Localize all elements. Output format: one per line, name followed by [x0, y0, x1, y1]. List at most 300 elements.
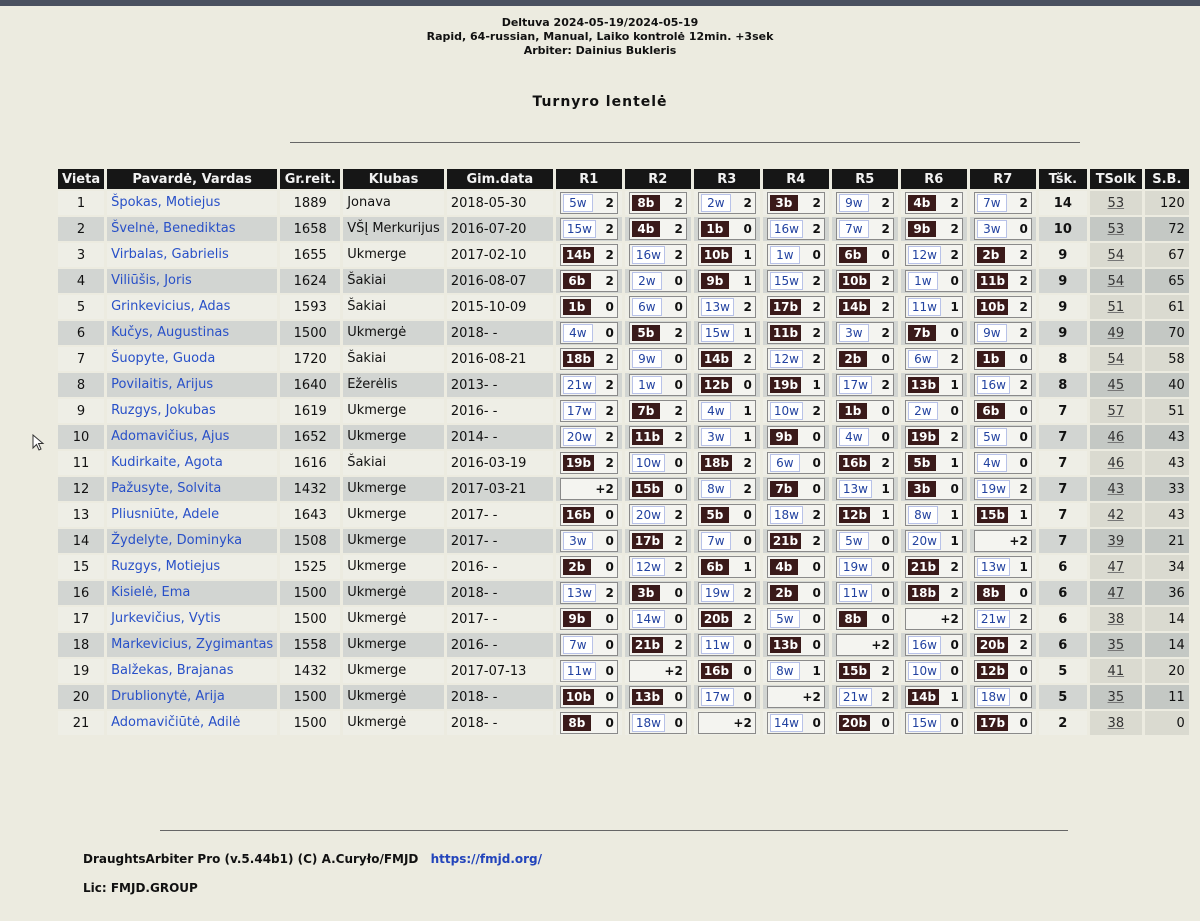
opponent-label[interactable]: 10w	[908, 662, 941, 680]
table-row	[58, 607, 1189, 631]
round-points: 0	[605, 508, 614, 522]
round-points: 1	[743, 430, 752, 444]
opponent-label[interactable]: 11b	[977, 273, 1008, 289]
opponent-label[interactable]: 3b	[770, 195, 798, 211]
opponent-label[interactable]: 1b	[701, 221, 729, 237]
player-name-link[interactable]: Jurkevičius, Vytis	[107, 607, 277, 631]
round-points: 0	[1019, 352, 1028, 366]
round-points: 0	[674, 352, 683, 366]
result-box	[836, 426, 894, 448]
opponent-label[interactable]: 9b	[770, 429, 798, 445]
club-cell: Ukmergė	[343, 321, 444, 345]
result-box	[560, 712, 618, 734]
opponent-label[interactable]: 16w	[977, 376, 1010, 394]
opponent-label[interactable]: 7w	[563, 636, 593, 654]
opponent-label[interactable]: 10b	[563, 689, 594, 705]
tsolk-cell: 51	[1090, 295, 1142, 319]
round-points: 2	[1019, 612, 1028, 626]
player-name-link[interactable]: Šuopyte, Guoda	[107, 347, 277, 371]
round-6-result	[901, 607, 967, 631]
table-row	[58, 451, 1189, 475]
opponent-label[interactable]: 17b	[977, 715, 1008, 731]
club-cell: Ukmerge	[343, 425, 444, 449]
opponent-label[interactable]: 13b	[632, 689, 663, 705]
opponent-label[interactable]: 12w	[908, 246, 941, 264]
round-points: 0	[743, 508, 752, 522]
opponent-label[interactable]: 5w	[839, 532, 869, 550]
club-cell: Ukmerge	[343, 633, 444, 657]
opponent-label[interactable]: 9w	[839, 194, 869, 212]
opponent-label[interactable]: 18b	[908, 585, 939, 601]
result-box	[767, 712, 825, 734]
round-points: 0	[674, 716, 683, 730]
result-box	[836, 686, 894, 708]
opponent-label[interactable]: 20b	[977, 637, 1008, 653]
result-box	[629, 478, 687, 500]
player-name-link[interactable]: Balžekas, Brajanas	[107, 659, 277, 683]
opponent-label[interactable]: 7w	[839, 220, 869, 238]
opponent-label[interactable]: 16w	[770, 220, 803, 238]
round-points: 0	[1019, 664, 1028, 678]
opponent-label[interactable]: 12b	[701, 377, 732, 393]
opponent-label[interactable]: 6b	[563, 273, 591, 289]
round-points: 2	[881, 300, 890, 314]
result-box	[836, 374, 894, 396]
rating-cell: 1655	[280, 243, 340, 267]
opponent-label[interactable]: 2w	[632, 272, 662, 290]
opponent-label[interactable]: 17b	[770, 299, 801, 315]
round-6-result	[901, 269, 967, 293]
opponent-label[interactable]: 1w	[632, 376, 662, 394]
opponent-label[interactable]: 3b	[632, 585, 660, 601]
round-6-result	[901, 243, 967, 267]
opponent-label[interactable]: 1b	[563, 299, 591, 315]
opponent-label[interactable]: 17w	[839, 376, 872, 394]
opponent-label[interactable]: 19b	[770, 377, 801, 393]
opponent-label[interactable]: 8b	[839, 611, 867, 627]
player-name-link[interactable]: Adomavičiūtė, Adilė	[107, 711, 277, 735]
result-box	[560, 660, 618, 682]
opponent-label[interactable]: 13w	[839, 480, 872, 498]
round-points: +2	[733, 716, 752, 730]
opponent-label[interactable]: 2b	[770, 585, 798, 601]
opponent-label[interactable]: 6b	[701, 559, 729, 575]
place-cell: 8	[58, 373, 104, 397]
player-name-link[interactable]: Adomavičius, Ajus	[107, 425, 277, 449]
opponent-label[interactable]: 15w	[701, 324, 734, 342]
result-box	[629, 400, 687, 422]
opponent-label[interactable]: 3b	[908, 481, 936, 497]
player-name-link[interactable]: Pažusyte, Solvita	[107, 477, 277, 501]
opponent-label[interactable]: 18w	[632, 714, 665, 732]
opponent-label[interactable]: 21w	[839, 688, 872, 706]
round-points: 1	[950, 534, 959, 548]
result-box	[905, 270, 963, 292]
round-4-result	[763, 633, 829, 657]
round-2-result	[625, 191, 691, 215]
round-points: 2	[743, 352, 752, 366]
tsolk-cell: 54	[1090, 243, 1142, 267]
round-points: 2	[605, 222, 614, 236]
round-7-result	[970, 503, 1036, 527]
opponent-label[interactable]: 13b	[770, 637, 801, 653]
opponent-label[interactable]: 18w	[770, 506, 803, 524]
club-cell: Ukmerge	[343, 243, 444, 267]
opponent-label[interactable]: 10b	[701, 247, 732, 263]
column-header-r6: R6	[901, 169, 967, 189]
opponent-label[interactable]: 8w	[770, 662, 800, 680]
opponent-label[interactable]: 19b	[908, 429, 939, 445]
birthdate-cell: 2018- -	[447, 685, 553, 709]
opponent-label[interactable]: 16b	[839, 455, 870, 471]
result-box	[905, 192, 963, 214]
round-3-result	[694, 295, 760, 319]
result-box	[767, 296, 825, 318]
player-name-link[interactable]: Povilaitis, Arijus	[107, 373, 277, 397]
opponent-label[interactable]: 12w	[770, 350, 803, 368]
opponent-label[interactable]: 12b	[977, 663, 1008, 679]
result-box	[629, 504, 687, 526]
round-points: 2	[812, 222, 821, 236]
opponent-label[interactable]: 9b	[563, 611, 591, 627]
opponent-label[interactable]: 12w	[632, 558, 665, 576]
opponent-label[interactable]: 19b	[563, 455, 594, 471]
column-header-sb: S.B.	[1145, 169, 1189, 189]
club-cell: Ukmerge	[343, 659, 444, 683]
opponent-label[interactable]: 20w	[632, 506, 665, 524]
player-name-link[interactable]: Kisielė, Ema	[107, 581, 277, 605]
player-name-link[interactable]: Kudirkaite, Agota	[107, 451, 277, 475]
opponent-label[interactable]: 14b	[839, 299, 870, 315]
result-box	[629, 192, 687, 214]
opponent-label[interactable]: 5b	[632, 325, 660, 341]
opponent-label[interactable]: 20w	[908, 532, 941, 550]
opponent-label[interactable]: 21b	[908, 559, 939, 575]
result-box	[560, 192, 618, 214]
round-6-result	[901, 451, 967, 475]
player-name-link[interactable]: Viliūšis, Joris	[107, 269, 277, 293]
opponent-label[interactable]: 8w	[908, 506, 938, 524]
round-2-result	[625, 685, 691, 709]
round-points: 2	[743, 456, 752, 470]
club-cell: Šakiai	[343, 295, 444, 319]
result-box	[974, 634, 1032, 656]
opponent-label[interactable]: 11b	[632, 429, 663, 445]
opponent-label[interactable]: 2w	[701, 194, 731, 212]
opponent-label[interactable]: 15b	[977, 507, 1008, 523]
round-points: 2	[605, 430, 614, 444]
round-1-result	[556, 347, 622, 371]
round-points: 2	[881, 222, 890, 236]
opponent-label[interactable]: 17w	[563, 402, 596, 420]
result-box	[629, 452, 687, 474]
player-name-link[interactable]: Grinkevicius, Adas	[107, 295, 277, 319]
opponent-label[interactable]: 10w	[632, 454, 665, 472]
round-6-result	[901, 295, 967, 319]
player-name-link[interactable]: Švelnė, Benediktas	[107, 217, 277, 241]
opponent-label[interactable]: 4w	[977, 454, 1007, 472]
opponent-label[interactable]: 7w	[977, 194, 1007, 212]
opponent-label[interactable]: 11w	[908, 298, 941, 316]
opponent-label[interactable]: 16b	[563, 507, 594, 523]
result-box	[974, 660, 1032, 682]
opponent-label[interactable]: 6w	[770, 454, 800, 472]
opponent-label[interactable]: 18w	[977, 688, 1010, 706]
player-name-link[interactable]: Kučys, Augustinas	[107, 321, 277, 345]
round-3-result	[694, 269, 760, 293]
round-5-result	[832, 503, 898, 527]
opponent-label[interactable]: 10b	[977, 299, 1008, 315]
opponent-label[interactable]: 6b	[839, 247, 867, 263]
place-cell: 15	[58, 555, 104, 579]
fmjd-link[interactable]: https://fmjd.org/	[430, 852, 543, 866]
result-box	[836, 348, 894, 370]
result-box	[629, 244, 687, 266]
round-5-result	[832, 295, 898, 319]
round-5-result	[832, 243, 898, 267]
tsolk-cell: 47	[1090, 555, 1142, 579]
opponent-label[interactable]: 11b	[770, 325, 801, 341]
opponent-label[interactable]: 16b	[701, 663, 732, 679]
round-3-result	[694, 607, 760, 631]
round-5-result	[832, 477, 898, 501]
opponent-label[interactable]: 7b	[632, 403, 660, 419]
player-name-link[interactable]: Žydelyte, Dominyka	[107, 529, 277, 553]
round-points: 2	[743, 196, 752, 210]
opponent-label[interactable]: 11w	[839, 584, 872, 602]
opponent-label[interactable]: 6b	[977, 403, 1005, 419]
opponent-label[interactable]: 18b	[563, 351, 594, 367]
opponent-label[interactable]: 16w	[632, 246, 665, 264]
opponent-label[interactable]: 13w	[563, 584, 596, 602]
player-name-link[interactable]: Špokas, Motiejus	[107, 191, 277, 215]
round-3-result	[694, 581, 760, 605]
opponent-label[interactable]: 4w	[839, 428, 869, 446]
birthdate-cell: 2017-02-10	[447, 243, 553, 267]
tsolk-cell: 42	[1090, 503, 1142, 527]
round-1-result	[556, 581, 622, 605]
opponent-label[interactable]: 21w	[977, 610, 1010, 628]
rating-cell: 1616	[280, 451, 340, 475]
round-points: 2	[605, 248, 614, 262]
club-cell: Ukmerge	[343, 477, 444, 501]
rating-cell: 1652	[280, 425, 340, 449]
opponent-label[interactable]: 8b	[563, 715, 591, 731]
opponent-label[interactable]: 5w	[977, 428, 1007, 446]
player-name-link[interactable]: Pliusniūte, Adele	[107, 503, 277, 527]
round-points: 1	[743, 404, 752, 418]
round-points: 2	[950, 352, 959, 366]
round-points: 2	[881, 326, 890, 340]
opponent-label[interactable]: 17w	[701, 688, 734, 706]
opponent-label[interactable]: 13w	[977, 558, 1010, 576]
opponent-label[interactable]: 1w	[770, 246, 800, 264]
opponent-label[interactable]: 7w	[701, 532, 731, 550]
opponent-label[interactable]: 21b	[770, 533, 801, 549]
opponent-label[interactable]: 18b	[701, 455, 732, 471]
place-cell: 2	[58, 217, 104, 241]
round-2-result	[625, 581, 691, 605]
opponent-label[interactable]: 3w	[839, 324, 869, 342]
table-row	[58, 295, 1189, 319]
opponent-label[interactable]: 5b	[908, 455, 936, 471]
opponent-label[interactable]: 14w	[770, 714, 803, 732]
mouse-cursor-icon	[32, 434, 46, 452]
footer-software	[83, 852, 542, 866]
opponent-label[interactable]: 13w	[701, 298, 734, 316]
round-4-result	[763, 191, 829, 215]
round-1-result	[556, 529, 622, 553]
opponent-label[interactable]: 8b	[632, 195, 660, 211]
player-name-link[interactable]: Ruzgys, Jokubas	[107, 399, 277, 423]
opponent-label[interactable]: 5w	[770, 610, 800, 628]
opponent-label[interactable]: 19w	[701, 584, 734, 602]
result-box	[560, 218, 618, 240]
opponent-label[interactable]: 2b	[563, 559, 591, 575]
player-name-link[interactable]: Markevicius, Zygimantas	[107, 633, 277, 657]
opponent-label[interactable]: 19w	[839, 558, 872, 576]
opponent-label[interactable]: 2b	[839, 351, 867, 367]
opponent-label[interactable]: 19w	[977, 480, 1010, 498]
opponent-label[interactable]: 7b	[908, 325, 936, 341]
opponent-label[interactable]: 6w	[908, 350, 938, 368]
result-box	[629, 348, 687, 370]
opponent-label[interactable]: 5w	[563, 194, 593, 212]
opponent-label[interactable]: 15w	[908, 714, 941, 732]
opponent-label[interactable]: 15w	[770, 272, 803, 290]
rating-cell: 1500	[280, 321, 340, 345]
opponent-label[interactable]: 4b	[770, 559, 798, 575]
result-box	[698, 270, 756, 292]
player-name-link[interactable]: Ruzgys, Motiejus	[107, 555, 277, 579]
player-name-link[interactable]: Virbalas, Gabrielis	[107, 243, 277, 267]
opponent-label[interactable]: 14b	[563, 247, 594, 263]
opponent-label[interactable]: 4w	[701, 402, 731, 420]
opponent-label[interactable]: 17b	[632, 533, 663, 549]
table-row	[58, 503, 1189, 527]
opponent-label[interactable]: 7b	[770, 481, 798, 497]
opponent-label[interactable]: 6w	[632, 298, 662, 316]
sb-cell: 43	[1145, 425, 1189, 449]
birthdate-cell: 2018- -	[447, 321, 553, 345]
result-box	[836, 582, 894, 604]
opponent-label[interactable]: 5b	[701, 507, 729, 523]
opponent-label[interactable]: 10w	[770, 402, 803, 420]
result-box	[698, 686, 756, 708]
opponent-label[interactable]: 12b	[839, 507, 870, 523]
opponent-label[interactable]: 2w	[908, 402, 938, 420]
result-box	[629, 686, 687, 708]
result-box	[836, 608, 894, 630]
opponent-label[interactable]: 9b	[701, 273, 729, 289]
opponent-label[interactable]: 4b	[908, 195, 936, 211]
result-box	[560, 452, 618, 474]
result-box	[767, 582, 825, 604]
place-cell: 9	[58, 399, 104, 423]
round-7-result	[970, 477, 1036, 501]
opponent-label[interactable]: 4b	[632, 221, 660, 237]
round-points: 2	[812, 352, 821, 366]
result-box	[560, 582, 618, 604]
opponent-label[interactable]: 15b	[632, 481, 663, 497]
round-1-result	[556, 321, 622, 345]
table-row	[58, 581, 1189, 605]
result-box	[836, 270, 894, 292]
opponent-label[interactable]: 11w	[563, 662, 596, 680]
result-box	[767, 634, 825, 656]
result-box	[974, 556, 1032, 578]
opponent-label[interactable]: 15w	[563, 220, 596, 238]
rating-cell: 1500	[280, 607, 340, 631]
opponent-label[interactable]: 14b	[701, 351, 732, 367]
opponent-label[interactable]: 16w	[908, 636, 941, 654]
opponent-label[interactable]: 14w	[632, 610, 665, 628]
opponent-label[interactable]: 1w	[908, 272, 938, 290]
round-points: 2	[950, 586, 959, 600]
opponent-label[interactable]: 3w	[977, 220, 1007, 238]
rating-cell: 1500	[280, 711, 340, 735]
round-3-result	[694, 399, 760, 423]
total-points-cell: 2	[1039, 711, 1087, 735]
opponent-label[interactable]: 21w	[563, 376, 596, 394]
tsolk-cell: 43	[1090, 477, 1142, 501]
opponent-label[interactable]: 14b	[908, 689, 939, 705]
opponent-label[interactable]: 1b	[977, 351, 1005, 367]
opponent-label[interactable]: 20b	[839, 715, 870, 731]
result-box	[629, 270, 687, 292]
result-box	[974, 348, 1032, 370]
opponent-label[interactable]: 3w	[701, 428, 731, 446]
place-cell: 18	[58, 633, 104, 657]
opponent-label[interactable]: 2b	[977, 247, 1005, 263]
player-name-link[interactable]: Drublionytė, Arija	[107, 685, 277, 709]
round-points: 2	[950, 196, 959, 210]
rating-cell: 1432	[280, 659, 340, 683]
round-points: 2	[812, 326, 821, 340]
round-points: 2	[1019, 248, 1028, 262]
round-points: 2	[674, 404, 683, 418]
opponent-label[interactable]: 13b	[908, 377, 939, 393]
tsolk-cell: 41	[1090, 659, 1142, 683]
opponent-label[interactable]: 9w	[632, 350, 662, 368]
result-box	[905, 582, 963, 604]
opponent-label[interactable]: 20w	[563, 428, 596, 446]
opponent-label[interactable]: 9w	[977, 324, 1007, 342]
round-points: 2	[950, 222, 959, 236]
result-box	[767, 348, 825, 370]
opponent-label[interactable]: 1b	[839, 403, 867, 419]
result-box	[905, 218, 963, 240]
opponent-label[interactable]: 11w	[701, 636, 734, 654]
opponent-label[interactable]: 8b	[977, 585, 1005, 601]
opponent-label[interactable]: 8w	[701, 480, 731, 498]
total-points-cell: 6	[1039, 581, 1087, 605]
opponent-label[interactable]: 9b	[908, 221, 936, 237]
opponent-label[interactable]: 21b	[632, 637, 663, 653]
result-box	[974, 192, 1032, 214]
opponent-label[interactable]: 3w	[563, 532, 593, 550]
opponent-label[interactable]: 4w	[563, 324, 593, 342]
result-box	[836, 400, 894, 422]
column-header-pavarde: Pavardė, Vardas	[107, 169, 277, 189]
total-points-cell: 5	[1039, 659, 1087, 683]
round-1-result	[556, 607, 622, 631]
round-points: 0	[812, 560, 821, 574]
opponent-label[interactable]: 20b	[701, 611, 732, 627]
opponent-label[interactable]: 10b	[839, 273, 870, 289]
round-points: 0	[812, 612, 821, 626]
opponent-label[interactable]: 15b	[839, 663, 870, 679]
